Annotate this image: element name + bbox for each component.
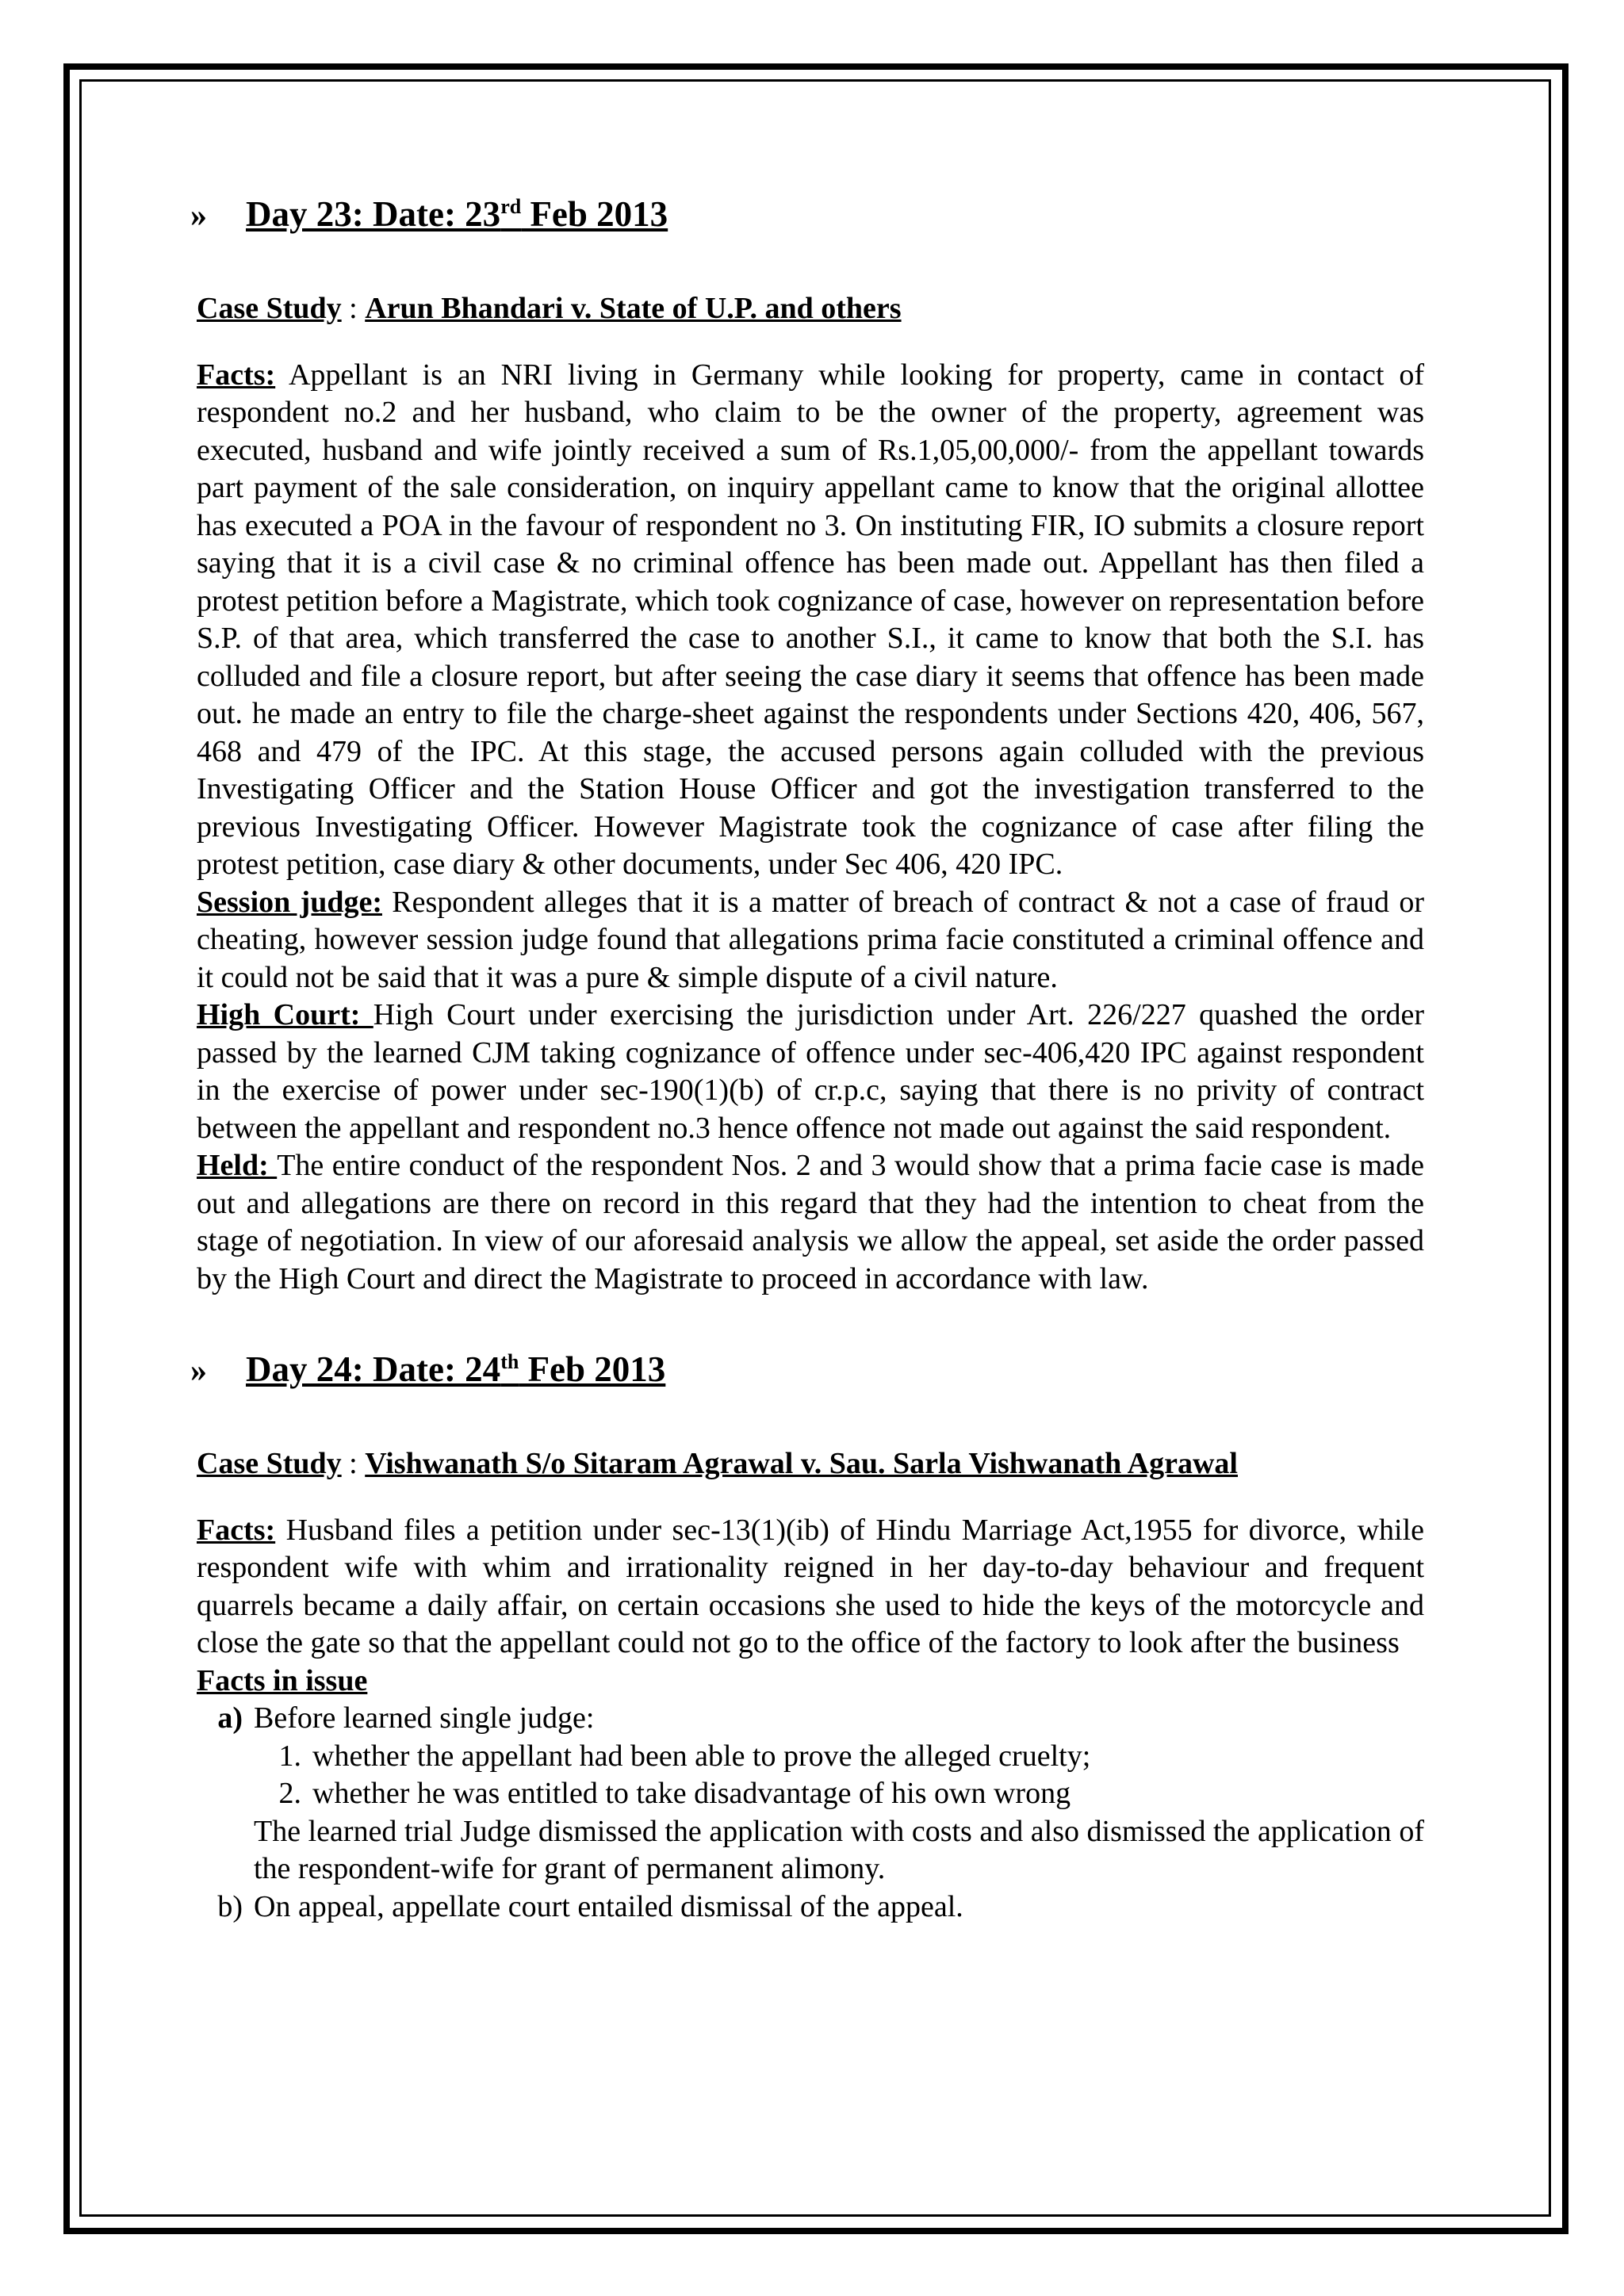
- session-judge-label: Session judge:: [197, 885, 382, 919]
- sub-list-text: whether the appellant had been able to prove the alleged cruelty;: [312, 1739, 1091, 1773]
- day-23-case-study: [197, 290, 1424, 328]
- sub-list-marker: 1.: [278, 1739, 301, 1773]
- case-study-label: Case Study: [197, 292, 342, 325]
- list-marker-a: a): [217, 1701, 243, 1735]
- facts-label: Facts:: [197, 358, 276, 392]
- list-item-a: [197, 1700, 1424, 1738]
- double-chevron-icon: »: [190, 197, 207, 234]
- day-24-title-text: Day 24: Date: 24: [246, 1349, 501, 1389]
- day-23-held: [197, 1147, 1424, 1298]
- high-court-text: High Court under exercising the jurisdiction under Art. 226/227 quashed the order passed by the learned CJM taking cognizance of offence under sec-406,420 IPC against respondent in the exercise of power under sec-190(1)(b) of cr.p.c, saying that there is no privity of contract between the appellant and respondent no.3 hence offence not made out against the said respondent.: [197, 998, 1425, 1145]
- facts-text: Appellant is an NRI living in Germany while looking for property, came in contact of respondent no.2 and her husband, who claim to be the owner of the property, agreement was executed, husband and wife jointly received a sum of Rs.1,05,00,000/- from the appellant towards part payment of the sale consideration, on inquiry appellant came to know that the original allottee has executed a POA in the favour of respondent no 3. On instituting FIR, IO submits a closure report saying that it is a civil case & no criminal offence has been made out. Appellant has then filed a protest petition before a Magistrate, which took cognizance of case, however on representation before S.P. of that area, which transferred the case to another S.I., it came to know that both the S.I. has colluded and file a closure report, but after seeing the case diary it seems that offence has been made out. he made an entry to file the charge-sheet against the respondents under Sections 420, 406, 567, 468 and 479 of the IPC. At this stage, the accused persons again colluded with the previous Investigating Officer and the Station House Officer and got the investigation transferred to the previous Investigating Officer. However Magistrate took the cognizance of case after filing the protest petition, case diary & other documents, under Sec 406, 420 IPC.: [197, 358, 1424, 881]
- held-text: The entire conduct of the respondent Nos. 2 and 3 would show that a prima facie case is made out and allegations are there on record in this regard that they had the intention to cheat from the stage of negotiation. In view of our aforesaid analysis we allow the appeal, set aside the order passed by the High Court and direct the Magistrate to proceed in accordance with law.: [197, 1149, 1424, 1295]
- day-24-title-sup: th: [500, 1350, 519, 1373]
- list-item-b: [197, 1888, 1424, 1927]
- held-label: Held:: [197, 1149, 278, 1182]
- facts-text: Husband files a petition under sec-13(1)(ib) of Hindu Marriage Act,1955 for divorce, while respondent wife with whim and irrationality reigned in her day-to-day behaviour and frequent quarrels became a daily affair, on certain occasions she used to hide the keys of the motorcycle and close the gate so that the appellant could not go to the office of the factory to look after the business: [197, 1513, 1424, 1659]
- day-24-heading: [190, 1345, 1424, 1395]
- day-23-high-court: [197, 997, 1424, 1147]
- day-23-title-sup: rd: [500, 195, 522, 218]
- case-study-separator: :: [341, 1447, 366, 1480]
- facts-in-issue-label: Facts in issue: [197, 1663, 368, 1697]
- case-study-label: Case Study: [197, 1447, 342, 1480]
- session-judge-text: Respondent alleges that it is a matter of breach of contract & not a case of fraud or cheating, however session judge found that allegations prima facie constituted a criminal offence and it could not be said that it was a pure & simple dispute of a civil nature.: [197, 885, 1424, 994]
- sub-list-text: whether he was entitled to take disadvantage of his own wrong: [312, 1777, 1071, 1810]
- day-23-session-judge: [197, 884, 1424, 997]
- day-24-title-month: Feb 2013: [519, 1349, 666, 1389]
- day-23-facts: [197, 357, 1424, 884]
- day-24-facts: [197, 1512, 1424, 1663]
- facts-label: Facts:: [197, 1513, 276, 1547]
- sub-list-marker: 2.: [278, 1777, 301, 1810]
- list-item-a-conclusion: The learned trial Judge dismissed the application with costs and also dismissed the application of the respondent-wife for grant of permanent alimony.: [254, 1814, 1424, 1885]
- high-court-label: High Court:: [197, 998, 373, 1031]
- sub-list-item: [254, 1775, 1424, 1813]
- list-marker-b: b): [217, 1889, 243, 1923]
- case-study-separator: :: [341, 292, 366, 325]
- day-23-heading: [190, 190, 1424, 239]
- case-study-name: Arun Bhandari v. State of U.P. and others: [365, 292, 902, 325]
- day-23-title-month: Feb 2013: [521, 194, 668, 234]
- day-24-title: [246, 1345, 665, 1393]
- day-24-case-study: [197, 1445, 1424, 1483]
- case-study-name: Vishwanath S/o Sitaram Agrawal v. Sau. Sarla Vishwanath Agrawal: [365, 1447, 1238, 1480]
- list-item-a-text: Before learned single judge:: [254, 1701, 595, 1735]
- day-23-title-text: Day 23: Date: 23: [246, 194, 501, 234]
- day-23-title: [246, 190, 668, 238]
- sub-list-item: [254, 1738, 1424, 1776]
- document-content: [190, 190, 1425, 1926]
- list-item-b-text: On appeal, appellate court entailed dismissal of the appeal.: [254, 1889, 963, 1923]
- double-chevron-icon: »: [190, 1353, 207, 1389]
